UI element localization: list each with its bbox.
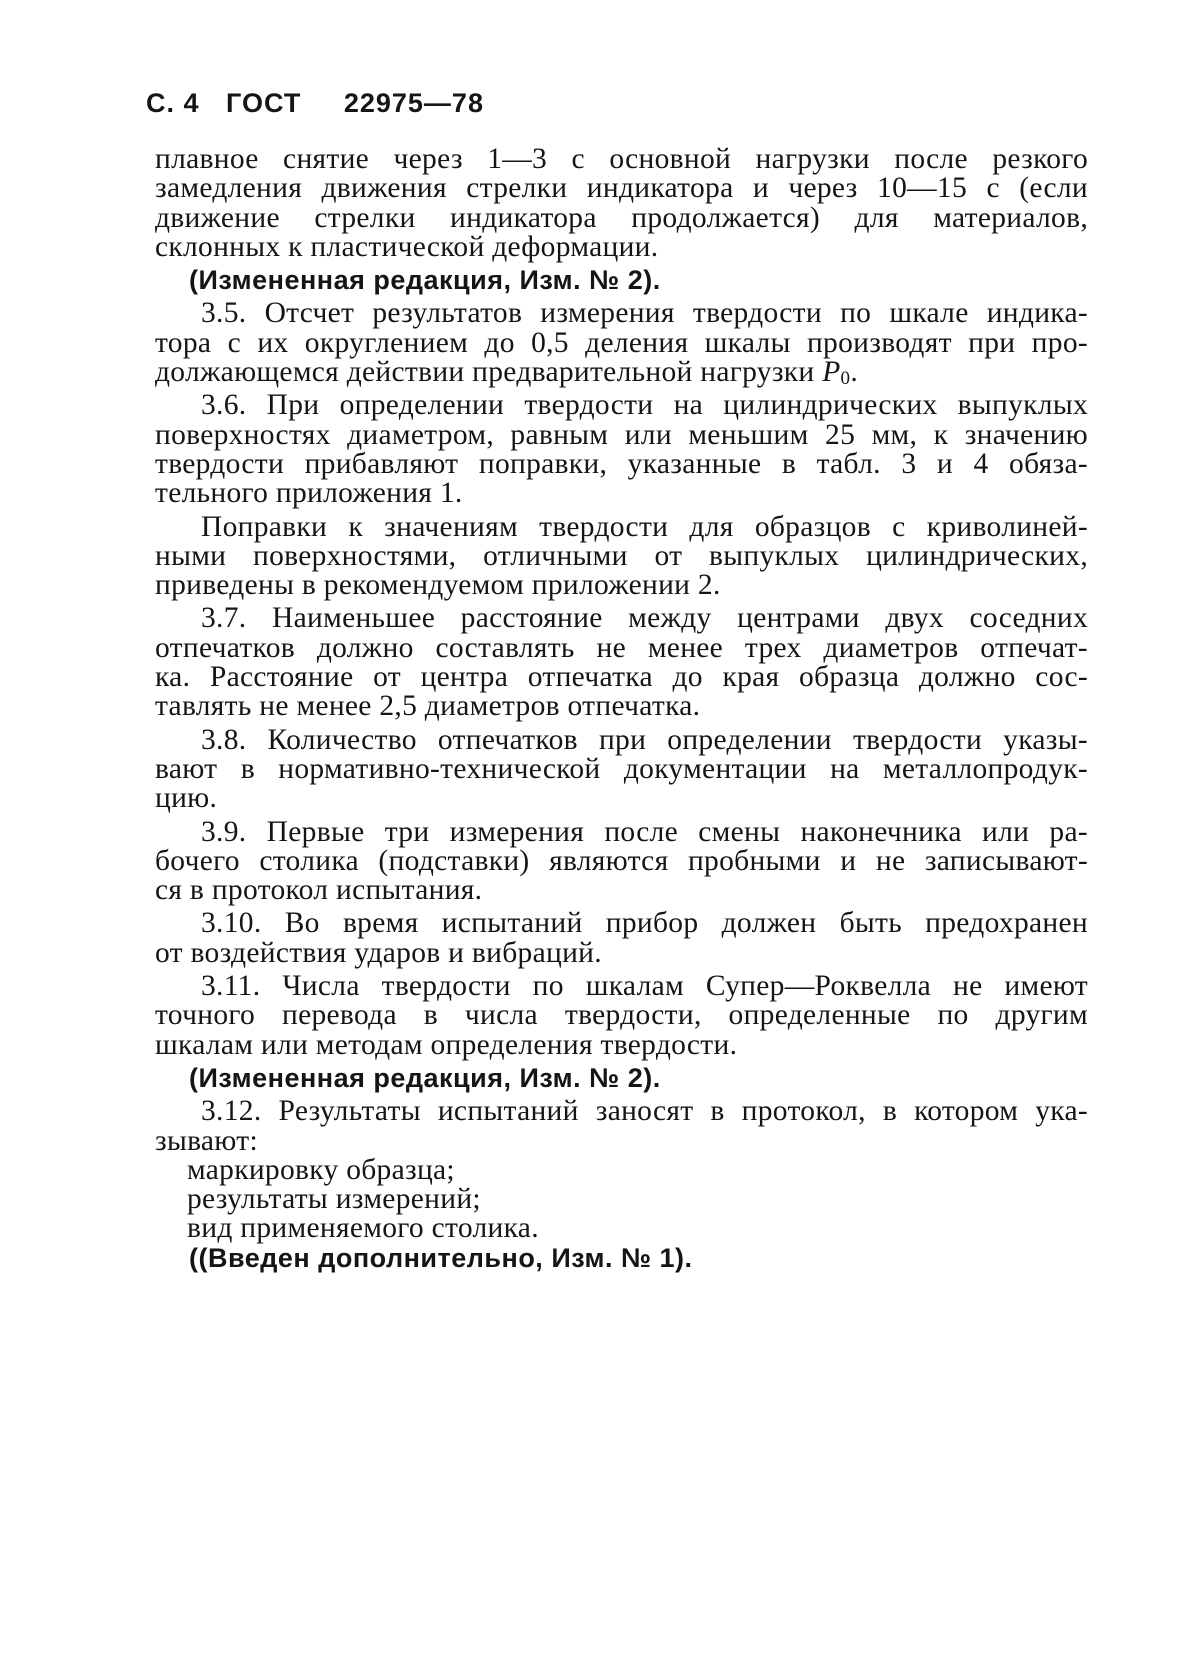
text-line: приведены в рекомендуемом приложении 2. <box>155 569 721 602</box>
paragraph-corrections: Поправки к значениям твердости для образцов с криволиней- <box>201 510 1088 543</box>
text-fragment: должающемся действии предварительной нагрузки <box>155 356 823 389</box>
text-line: движение стрелки индикатора продолжается) для материалов, <box>155 201 1088 234</box>
standard-label: ГОСТ <box>226 88 302 118</box>
text-line: бочего столика (подставки) являются пробными и не записывают- <box>155 844 1088 877</box>
text-line: твердости прибавляют поправки, указанные в табл. 3 и 4 обяза- <box>155 447 1088 480</box>
clause-3-10: 3.10. Во время испытаний прибор должен быть предохранен <box>201 907 1088 940</box>
text-line: ка. Расстояние от центра отпечатка до края образца должно сос- <box>155 661 1088 694</box>
text-line: тельного приложения 1. <box>155 477 463 510</box>
list-item: маркировку образца; <box>187 1153 455 1186</box>
clause-3-5: 3.5. Отсчет результатов измерения твердости по шкале индика- <box>201 297 1088 330</box>
page-number: С. 4 <box>146 88 200 118</box>
text-line: точного перевода в числа твердости, определенные по другим <box>155 999 1088 1032</box>
clause-3-9: 3.9. Первые три измерения после смены наконечника или ра- <box>201 815 1088 848</box>
text-line: поверхностях диаметром, равным или меньшим 25 мм, к значению <box>155 418 1088 451</box>
clause-3-12: 3.12. Результаты испытаний заносят в протокол, в котором ука- <box>201 1095 1088 1128</box>
page-header <box>146 88 484 119</box>
document-body <box>155 145 1088 1273</box>
amendment-note: (Измененная редакция, Изм. № 2). <box>189 1062 661 1093</box>
load-subscript: 0 <box>840 368 851 390</box>
text-line: от воздействия ударов и вибраций. <box>155 936 602 969</box>
amendment-note: (Измененная редакция, Изм. № 2). <box>189 265 661 296</box>
text-line <box>155 356 1088 390</box>
text-line: ся в протокол испытания. <box>155 874 483 907</box>
clause-3-8: 3.8. Количество отпечатков при определении твердости указы- <box>201 723 1088 756</box>
text-line: зывают: <box>155 1124 258 1157</box>
load-symbol: P <box>822 356 841 389</box>
text-line: вают в нормативно-технической документации на металлопродук- <box>155 752 1088 785</box>
text-line: тавлять не менее 2,5 диаметров отпечатка. <box>155 690 701 723</box>
standard-number: 22975—78 <box>343 88 484 118</box>
clause-3-7: 3.7. Наименьшее расстояние между центрами двух соседних <box>201 602 1088 635</box>
text-line: тора с их округлением до 0,5 деления шкалы производят при про- <box>155 326 1088 359</box>
text-line: цию. <box>155 782 218 815</box>
clause-3-6: 3.6. При определении твердости на цилиндрических выпуклых <box>201 389 1088 422</box>
text-line: шкалам или методам определения твердости. <box>155 1028 738 1061</box>
text-fragment: . <box>850 356 859 389</box>
text-line: замедления движения стрелки индикатора и через 10—15 с (если <box>155 172 1088 205</box>
amendment-note: ((Введен дополнительно, Изм. № 1). <box>189 1242 693 1273</box>
text-line: склонных к пластической деформации. <box>155 230 659 263</box>
list-item: результаты измерений; <box>187 1183 481 1216</box>
text-line: ными поверхностями, отличными от выпуклых цилиндрических, <box>155 539 1088 572</box>
list-item: вид применяемого столика. <box>187 1212 539 1245</box>
text-line: плавное снятие через 1—3 с основной нагрузки после резкого <box>155 143 1088 175</box>
text-line: отпечатков должно составлять не менее трех диаметров отпечат- <box>155 631 1088 664</box>
clause-3-11: 3.11. Числа твердости по шкалам Супер—Роквелла не имеют <box>201 970 1088 1003</box>
